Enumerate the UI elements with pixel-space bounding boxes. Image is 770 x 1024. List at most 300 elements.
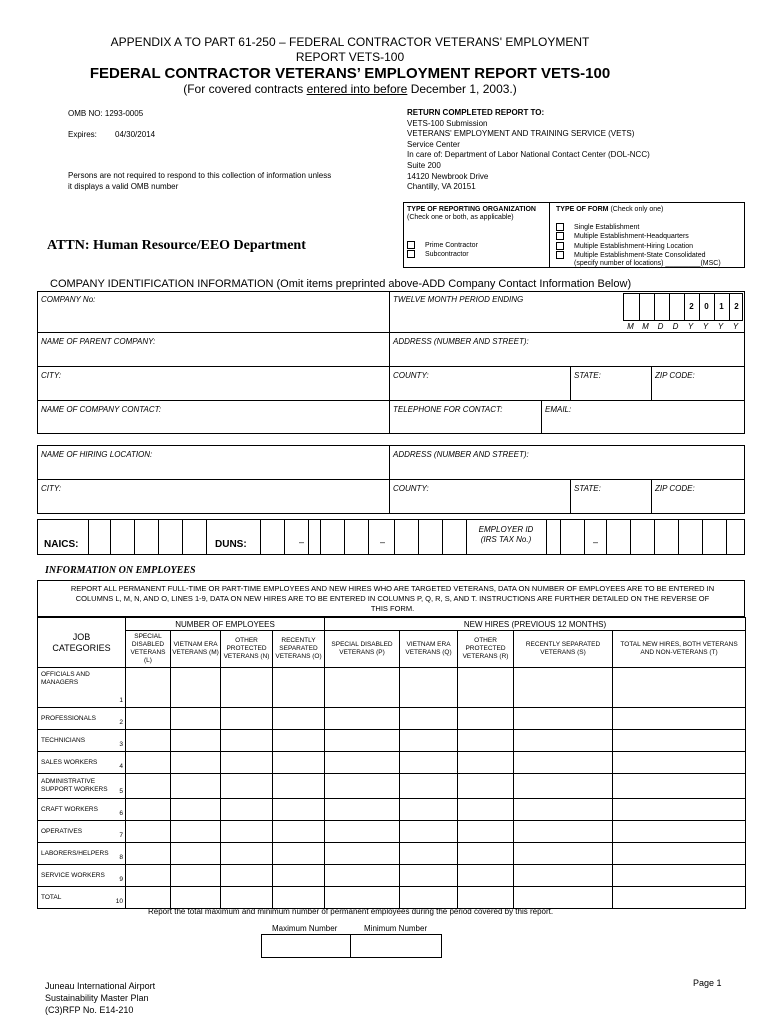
column-header: SPECIAL DISABLED VETERANS (P) bbox=[325, 631, 400, 668]
job-category-cell bbox=[38, 843, 126, 865]
count-input[interactable] bbox=[514, 708, 612, 729]
zip-divider bbox=[651, 366, 652, 400]
count-input[interactable] bbox=[273, 730, 324, 751]
address-label: ADDRESS (NUMBER AND STREET): bbox=[393, 337, 529, 346]
job-category-cell bbox=[38, 668, 126, 708]
data-cell[interactable] bbox=[126, 752, 171, 774]
count-input[interactable] bbox=[126, 821, 170, 842]
year-digit: 0 bbox=[704, 302, 709, 311]
data-cell[interactable] bbox=[458, 708, 514, 730]
job-category-cell bbox=[38, 708, 126, 730]
headquarters-option[interactable] bbox=[556, 232, 721, 241]
count-input[interactable] bbox=[400, 708, 457, 729]
count-input[interactable] bbox=[171, 821, 220, 842]
count-input[interactable] bbox=[273, 668, 324, 707]
data-cell[interactable] bbox=[458, 887, 514, 909]
checkbox[interactable] bbox=[407, 250, 415, 258]
data-cell[interactable] bbox=[171, 730, 221, 752]
job-category-number: 2 bbox=[119, 719, 123, 726]
count-input[interactable] bbox=[221, 821, 272, 842]
data-cell[interactable] bbox=[221, 865, 273, 887]
data-cell[interactable] bbox=[171, 865, 221, 887]
job-category-cell bbox=[38, 887, 126, 909]
id-cell-divider bbox=[88, 519, 89, 555]
count-input[interactable] bbox=[458, 708, 513, 729]
naics-label: NAICS: bbox=[44, 539, 79, 550]
city-input[interactable] bbox=[41, 382, 381, 398]
count-input[interactable] bbox=[400, 752, 457, 773]
count-input[interactable] bbox=[325, 774, 399, 798]
duns-label: DUNS: bbox=[215, 539, 247, 550]
data-cell[interactable] bbox=[221, 821, 273, 843]
count-input[interactable] bbox=[458, 752, 513, 773]
count-input[interactable] bbox=[458, 774, 513, 798]
data-cell[interactable] bbox=[325, 668, 400, 708]
data-cell[interactable] bbox=[325, 774, 400, 799]
count-input[interactable] bbox=[126, 887, 170, 908]
id-cell-divider bbox=[182, 519, 183, 555]
email-input[interactable] bbox=[545, 416, 740, 432]
data-cell[interactable] bbox=[126, 799, 171, 821]
data-cell[interactable] bbox=[273, 708, 325, 730]
count-input[interactable] bbox=[613, 865, 745, 886]
count-input[interactable] bbox=[613, 774, 745, 798]
count-input[interactable] bbox=[325, 752, 399, 773]
count-input[interactable] bbox=[325, 821, 399, 842]
count-input[interactable] bbox=[171, 799, 220, 820]
data-cell[interactable] bbox=[514, 865, 613, 887]
count-input[interactable] bbox=[514, 774, 612, 798]
id-cell-divider bbox=[344, 519, 345, 555]
employer-id-label bbox=[466, 525, 546, 545]
form-header-line2: REPORT VETS-100 bbox=[295, 50, 405, 64]
count-input[interactable] bbox=[458, 843, 513, 864]
count-input[interactable] bbox=[613, 752, 745, 773]
return-line: VETERANS' EMPLOYMENT AND TRAINING SERVICE (VETS) bbox=[407, 129, 635, 139]
count-input[interactable] bbox=[400, 774, 457, 798]
option-label: Subcontractor bbox=[425, 250, 469, 258]
job-category-label: SALES WORKERS bbox=[41, 758, 98, 766]
data-cell[interactable] bbox=[514, 668, 613, 708]
count-input[interactable] bbox=[514, 730, 612, 751]
count-input[interactable] bbox=[400, 668, 457, 707]
data-cell[interactable] bbox=[400, 668, 458, 708]
data-cell[interactable] bbox=[458, 774, 514, 799]
data-cell[interactable] bbox=[126, 668, 171, 708]
count-input[interactable] bbox=[325, 887, 399, 908]
count-input[interactable] bbox=[613, 668, 745, 707]
job-category-cell bbox=[38, 799, 126, 821]
count-input[interactable] bbox=[325, 799, 399, 820]
count-input[interactable] bbox=[273, 708, 324, 729]
count-input[interactable] bbox=[325, 843, 399, 864]
hiring-location-option[interactable] bbox=[556, 242, 721, 251]
count-input[interactable] bbox=[126, 730, 170, 751]
count-input[interactable] bbox=[613, 730, 745, 751]
data-cell[interactable] bbox=[221, 799, 273, 821]
data-cell[interactable] bbox=[514, 774, 613, 799]
form-type-heading-rest: (Check only one) bbox=[608, 206, 664, 213]
count-input[interactable] bbox=[221, 887, 272, 908]
parent-company-label: NAME OF PARENT COMPANY: bbox=[41, 337, 156, 346]
zip-input[interactable] bbox=[655, 382, 740, 398]
count-input[interactable] bbox=[221, 752, 272, 773]
checkbox[interactable] bbox=[556, 242, 564, 250]
hiring-location-input[interactable] bbox=[41, 461, 381, 477]
count-input[interactable] bbox=[273, 774, 324, 798]
count-input[interactable] bbox=[400, 887, 457, 908]
data-cell[interactable] bbox=[273, 774, 325, 799]
data-cell[interactable] bbox=[171, 752, 221, 774]
data-cell[interactable] bbox=[273, 668, 325, 708]
data-cell[interactable] bbox=[613, 865, 746, 887]
count-input[interactable] bbox=[126, 752, 170, 773]
id-cell-divider bbox=[110, 519, 111, 555]
data-cell[interactable] bbox=[613, 708, 746, 730]
count-input[interactable] bbox=[514, 668, 612, 707]
data-cell[interactable] bbox=[458, 865, 514, 887]
count-input[interactable] bbox=[613, 821, 745, 842]
hiring-county-label: COUNTY: bbox=[393, 484, 429, 493]
date-cell-divider bbox=[669, 294, 670, 320]
job-category-number: 3 bbox=[119, 741, 123, 748]
data-cell[interactable] bbox=[273, 843, 325, 865]
subcontractor-option[interactable] bbox=[407, 250, 469, 259]
data-cell[interactable] bbox=[126, 843, 171, 865]
data-cell[interactable] bbox=[273, 887, 325, 909]
footer-line: Sustainability Master Plan bbox=[45, 993, 149, 1003]
table-row bbox=[38, 668, 746, 708]
job-category-number: 4 bbox=[119, 763, 123, 770]
employer-id-line1: EMPLOYER ID bbox=[478, 525, 534, 534]
hiring-state-input[interactable] bbox=[574, 495, 646, 511]
checkbox[interactable] bbox=[556, 232, 564, 240]
data-cell[interactable] bbox=[514, 799, 613, 821]
count-input[interactable] bbox=[221, 730, 272, 751]
data-cell[interactable] bbox=[458, 730, 514, 752]
job-category-label: CRAFT WORKERS bbox=[41, 805, 98, 813]
data-cell[interactable] bbox=[273, 865, 325, 887]
data-cell[interactable] bbox=[273, 799, 325, 821]
data-cell[interactable] bbox=[458, 821, 514, 843]
return-line: Suite 200 bbox=[407, 160, 441, 170]
data-cell[interactable] bbox=[325, 821, 400, 843]
table-row bbox=[38, 708, 746, 730]
job-category-number: 8 bbox=[119, 854, 123, 861]
state-consolidated-option[interactable] bbox=[556, 251, 721, 260]
data-cell[interactable] bbox=[221, 752, 273, 774]
data-cell[interactable] bbox=[400, 708, 458, 730]
job-category-cell bbox=[38, 821, 126, 843]
table-row bbox=[38, 887, 746, 909]
column-header: SPECIAL DISABLED VETERANS (L) bbox=[126, 631, 171, 668]
id-cell-divider bbox=[418, 519, 419, 555]
data-cell[interactable] bbox=[171, 668, 221, 708]
count-input[interactable] bbox=[325, 730, 399, 751]
option-label: Single Establishment bbox=[574, 223, 640, 231]
company-no-input[interactable] bbox=[41, 308, 381, 326]
count-input[interactable] bbox=[171, 708, 220, 729]
count-input[interactable] bbox=[458, 799, 513, 820]
data-cell[interactable] bbox=[325, 843, 400, 865]
data-cell[interactable] bbox=[221, 730, 273, 752]
omb-notice-line1: Persons are not required to respond to this collection of information unless bbox=[68, 171, 332, 180]
count-input[interactable] bbox=[273, 865, 324, 886]
id-cell-divider bbox=[368, 519, 369, 555]
job-category-cell bbox=[38, 730, 126, 752]
count-input[interactable] bbox=[171, 668, 220, 707]
hiring-zip-label: ZIP CODE: bbox=[655, 484, 695, 493]
id-cell-divider bbox=[546, 519, 547, 555]
count-input[interactable] bbox=[400, 730, 457, 751]
checkbox[interactable] bbox=[556, 223, 564, 231]
form-title: FEDERAL CONTRACTOR VETERANS’ EMPLOYMENT REPORT VETS-100 bbox=[89, 65, 611, 82]
count-input[interactable] bbox=[613, 887, 745, 908]
hiring-zip-input[interactable] bbox=[655, 495, 740, 511]
data-cell[interactable] bbox=[400, 843, 458, 865]
count-input[interactable] bbox=[126, 843, 170, 864]
company-box-center-line bbox=[389, 291, 390, 434]
year-digit: 2 bbox=[689, 302, 694, 311]
data-cell[interactable] bbox=[458, 799, 514, 821]
data-cell[interactable] bbox=[613, 668, 746, 708]
expires-label: Expires: bbox=[68, 130, 97, 139]
hiring-county-input[interactable] bbox=[393, 495, 563, 511]
count-input[interactable] bbox=[171, 774, 220, 798]
count-input[interactable] bbox=[126, 774, 170, 798]
count-input[interactable] bbox=[171, 752, 220, 773]
state-divider bbox=[570, 479, 571, 514]
data-cell[interactable] bbox=[325, 708, 400, 730]
count-input[interactable] bbox=[126, 799, 170, 820]
data-cell[interactable] bbox=[514, 708, 613, 730]
data-cell[interactable] bbox=[273, 752, 325, 774]
data-cell[interactable] bbox=[514, 730, 613, 752]
count-input[interactable] bbox=[400, 843, 457, 864]
count-input[interactable] bbox=[400, 821, 457, 842]
count-input[interactable] bbox=[221, 843, 272, 864]
data-cell[interactable] bbox=[325, 730, 400, 752]
page-number: Page 1 bbox=[693, 978, 722, 988]
data-cell[interactable] bbox=[126, 774, 171, 799]
id-cell-divider bbox=[284, 519, 285, 555]
count-input[interactable] bbox=[458, 821, 513, 842]
count-input[interactable] bbox=[273, 843, 324, 864]
data-cell[interactable] bbox=[221, 668, 273, 708]
count-input[interactable] bbox=[458, 865, 513, 886]
count-input[interactable] bbox=[221, 708, 272, 729]
job-category-number: 5 bbox=[119, 788, 123, 795]
data-cell[interactable] bbox=[171, 887, 221, 909]
count-input[interactable] bbox=[273, 887, 324, 908]
data-cell[interactable] bbox=[171, 708, 221, 730]
count-input[interactable] bbox=[514, 799, 612, 820]
attn-heading: ATTN: Human Resource/EEO Department bbox=[47, 238, 306, 253]
data-cell[interactable] bbox=[400, 865, 458, 887]
count-input[interactable] bbox=[171, 730, 220, 751]
count-input[interactable] bbox=[514, 752, 612, 773]
job-category-number: 9 bbox=[119, 876, 123, 883]
employees-heading: INFORMATION ON EMPLOYEES bbox=[45, 565, 196, 576]
count-input[interactable] bbox=[613, 708, 745, 729]
data-cell[interactable] bbox=[273, 730, 325, 752]
data-cell[interactable] bbox=[613, 821, 746, 843]
data-cell[interactable] bbox=[458, 843, 514, 865]
data-cell[interactable] bbox=[613, 730, 746, 752]
count-input[interactable] bbox=[325, 668, 399, 707]
omb-number: OMB NO: 1293-0005 bbox=[68, 109, 144, 118]
data-cell[interactable] bbox=[221, 843, 273, 865]
count-input[interactable] bbox=[221, 774, 272, 798]
year-digit: 2 bbox=[734, 302, 739, 311]
table-row bbox=[38, 730, 746, 752]
count-input[interactable] bbox=[221, 799, 272, 820]
data-cell[interactable] bbox=[400, 752, 458, 774]
data-cell[interactable] bbox=[171, 843, 221, 865]
zip-label: ZIP CODE: bbox=[655, 371, 695, 380]
data-cell[interactable] bbox=[171, 821, 221, 843]
min-number-input[interactable] bbox=[355, 938, 437, 954]
checkbox[interactable] bbox=[556, 251, 564, 259]
org-type-heading-rest: (Check one or both, as applicable) bbox=[407, 214, 514, 221]
count-input[interactable] bbox=[126, 708, 170, 729]
data-cell[interactable] bbox=[400, 730, 458, 752]
type-box-divider bbox=[549, 202, 550, 268]
count-input[interactable] bbox=[613, 799, 745, 820]
data-cell[interactable] bbox=[613, 774, 746, 799]
data-cell[interactable] bbox=[126, 708, 171, 730]
data-cell[interactable] bbox=[171, 799, 221, 821]
option-label: Multiple Establishment-Hiring Location bbox=[574, 242, 694, 250]
data-cell[interactable] bbox=[126, 865, 171, 887]
count-input[interactable] bbox=[126, 668, 170, 707]
return-address bbox=[407, 108, 650, 193]
data-cell[interactable] bbox=[400, 799, 458, 821]
max-number-input[interactable] bbox=[265, 938, 345, 954]
telephone-input[interactable] bbox=[393, 416, 537, 432]
option-label: Multiple Establishment-State Consolidated bbox=[574, 251, 706, 259]
org-type-heading-bold: TYPE OF REPORTING ORGANIZATION bbox=[407, 206, 536, 213]
count-input[interactable] bbox=[171, 865, 220, 886]
count-input[interactable] bbox=[221, 668, 272, 707]
count-input[interactable] bbox=[171, 843, 220, 864]
data-cell[interactable] bbox=[325, 799, 400, 821]
job-category-label: OPERATIVES bbox=[41, 827, 83, 835]
count-input[interactable] bbox=[514, 843, 612, 864]
data-cell[interactable] bbox=[273, 821, 325, 843]
count-input[interactable] bbox=[458, 887, 513, 908]
count-input[interactable] bbox=[273, 752, 324, 773]
msc-note: (specify number of locations) _________(MSC) bbox=[574, 260, 721, 268]
data-cell[interactable] bbox=[126, 730, 171, 752]
id-cell-divider bbox=[726, 519, 727, 555]
data-cell[interactable] bbox=[126, 887, 171, 909]
data-cell[interactable] bbox=[613, 843, 746, 865]
contact-input[interactable] bbox=[41, 416, 381, 432]
data-cell[interactable] bbox=[514, 887, 613, 909]
id-cell-divider bbox=[584, 519, 585, 555]
count-input[interactable] bbox=[514, 887, 612, 908]
date-letter: D bbox=[672, 322, 679, 331]
email-label: EMAIL: bbox=[545, 405, 572, 414]
data-cell[interactable] bbox=[400, 887, 458, 909]
county-label: COUNTY: bbox=[393, 371, 429, 380]
id-cell-divider bbox=[320, 519, 321, 555]
data-cell[interactable] bbox=[221, 887, 273, 909]
org-type-heading bbox=[407, 206, 545, 222]
data-cell[interactable] bbox=[514, 752, 613, 774]
count-input[interactable] bbox=[458, 730, 513, 751]
count-input[interactable] bbox=[400, 799, 457, 820]
column-header: OTHER PROTECTED VETERANS (N) bbox=[221, 631, 273, 668]
state-label: STATE: bbox=[574, 371, 601, 380]
data-cell[interactable] bbox=[400, 821, 458, 843]
data-cell[interactable] bbox=[613, 887, 746, 909]
prime-contractor-option[interactable] bbox=[407, 241, 478, 250]
data-cell[interactable] bbox=[458, 752, 514, 774]
row-line bbox=[37, 400, 745, 401]
id-cell-divider bbox=[654, 519, 655, 555]
max-min-instruction: Report the total maximum and minimum number of permanent employees during the period covered by this report. bbox=[148, 907, 554, 916]
data-cell[interactable] bbox=[613, 752, 746, 774]
return-line: VETS-100 Submission bbox=[407, 118, 488, 128]
state-input[interactable] bbox=[574, 382, 646, 398]
year-digit: 1 bbox=[719, 302, 724, 311]
count-input[interactable] bbox=[325, 865, 399, 886]
hiring-address-input[interactable] bbox=[393, 461, 738, 477]
count-input[interactable] bbox=[514, 865, 612, 886]
count-input[interactable] bbox=[400, 865, 457, 886]
address-input[interactable] bbox=[393, 348, 738, 364]
data-cell[interactable] bbox=[514, 843, 613, 865]
id-cell-divider bbox=[260, 519, 261, 555]
data-cell[interactable] bbox=[514, 821, 613, 843]
count-input[interactable] bbox=[458, 668, 513, 707]
date-cell-divider bbox=[639, 294, 640, 320]
count-input[interactable] bbox=[171, 887, 220, 908]
data-cell[interactable] bbox=[400, 774, 458, 799]
count-input[interactable] bbox=[613, 843, 745, 864]
count-input[interactable] bbox=[221, 865, 272, 886]
company-no-label: COMPANY No: bbox=[41, 295, 96, 304]
count-input[interactable] bbox=[325, 708, 399, 729]
job-category-label: ADMINISTRATIVE SUPPORT WORKERS bbox=[41, 778, 108, 793]
count-input[interactable] bbox=[273, 799, 324, 820]
count-input[interactable] bbox=[273, 821, 324, 842]
data-cell[interactable] bbox=[458, 668, 514, 708]
data-cell[interactable] bbox=[221, 774, 273, 799]
return-line: 14120 Newbrook Drive bbox=[407, 171, 489, 181]
hiring-city-input[interactable] bbox=[41, 495, 381, 511]
single-establishment-option[interactable] bbox=[556, 223, 721, 232]
employees-rows bbox=[38, 668, 746, 909]
data-cell[interactable] bbox=[325, 752, 400, 774]
count-input[interactable] bbox=[514, 821, 612, 842]
data-cell[interactable] bbox=[221, 708, 273, 730]
period-date-box[interactable] bbox=[623, 293, 743, 321]
parent-company-input[interactable] bbox=[41, 348, 381, 364]
data-cell[interactable] bbox=[126, 821, 171, 843]
data-cell[interactable] bbox=[171, 774, 221, 799]
id-cell-divider bbox=[134, 519, 135, 555]
checkbox[interactable] bbox=[407, 241, 415, 249]
data-cell[interactable] bbox=[325, 865, 400, 887]
data-cell[interactable] bbox=[325, 887, 400, 909]
county-input[interactable] bbox=[393, 382, 563, 398]
id-cell-divider bbox=[308, 519, 309, 555]
data-cell[interactable] bbox=[613, 799, 746, 821]
count-input[interactable] bbox=[126, 865, 170, 886]
